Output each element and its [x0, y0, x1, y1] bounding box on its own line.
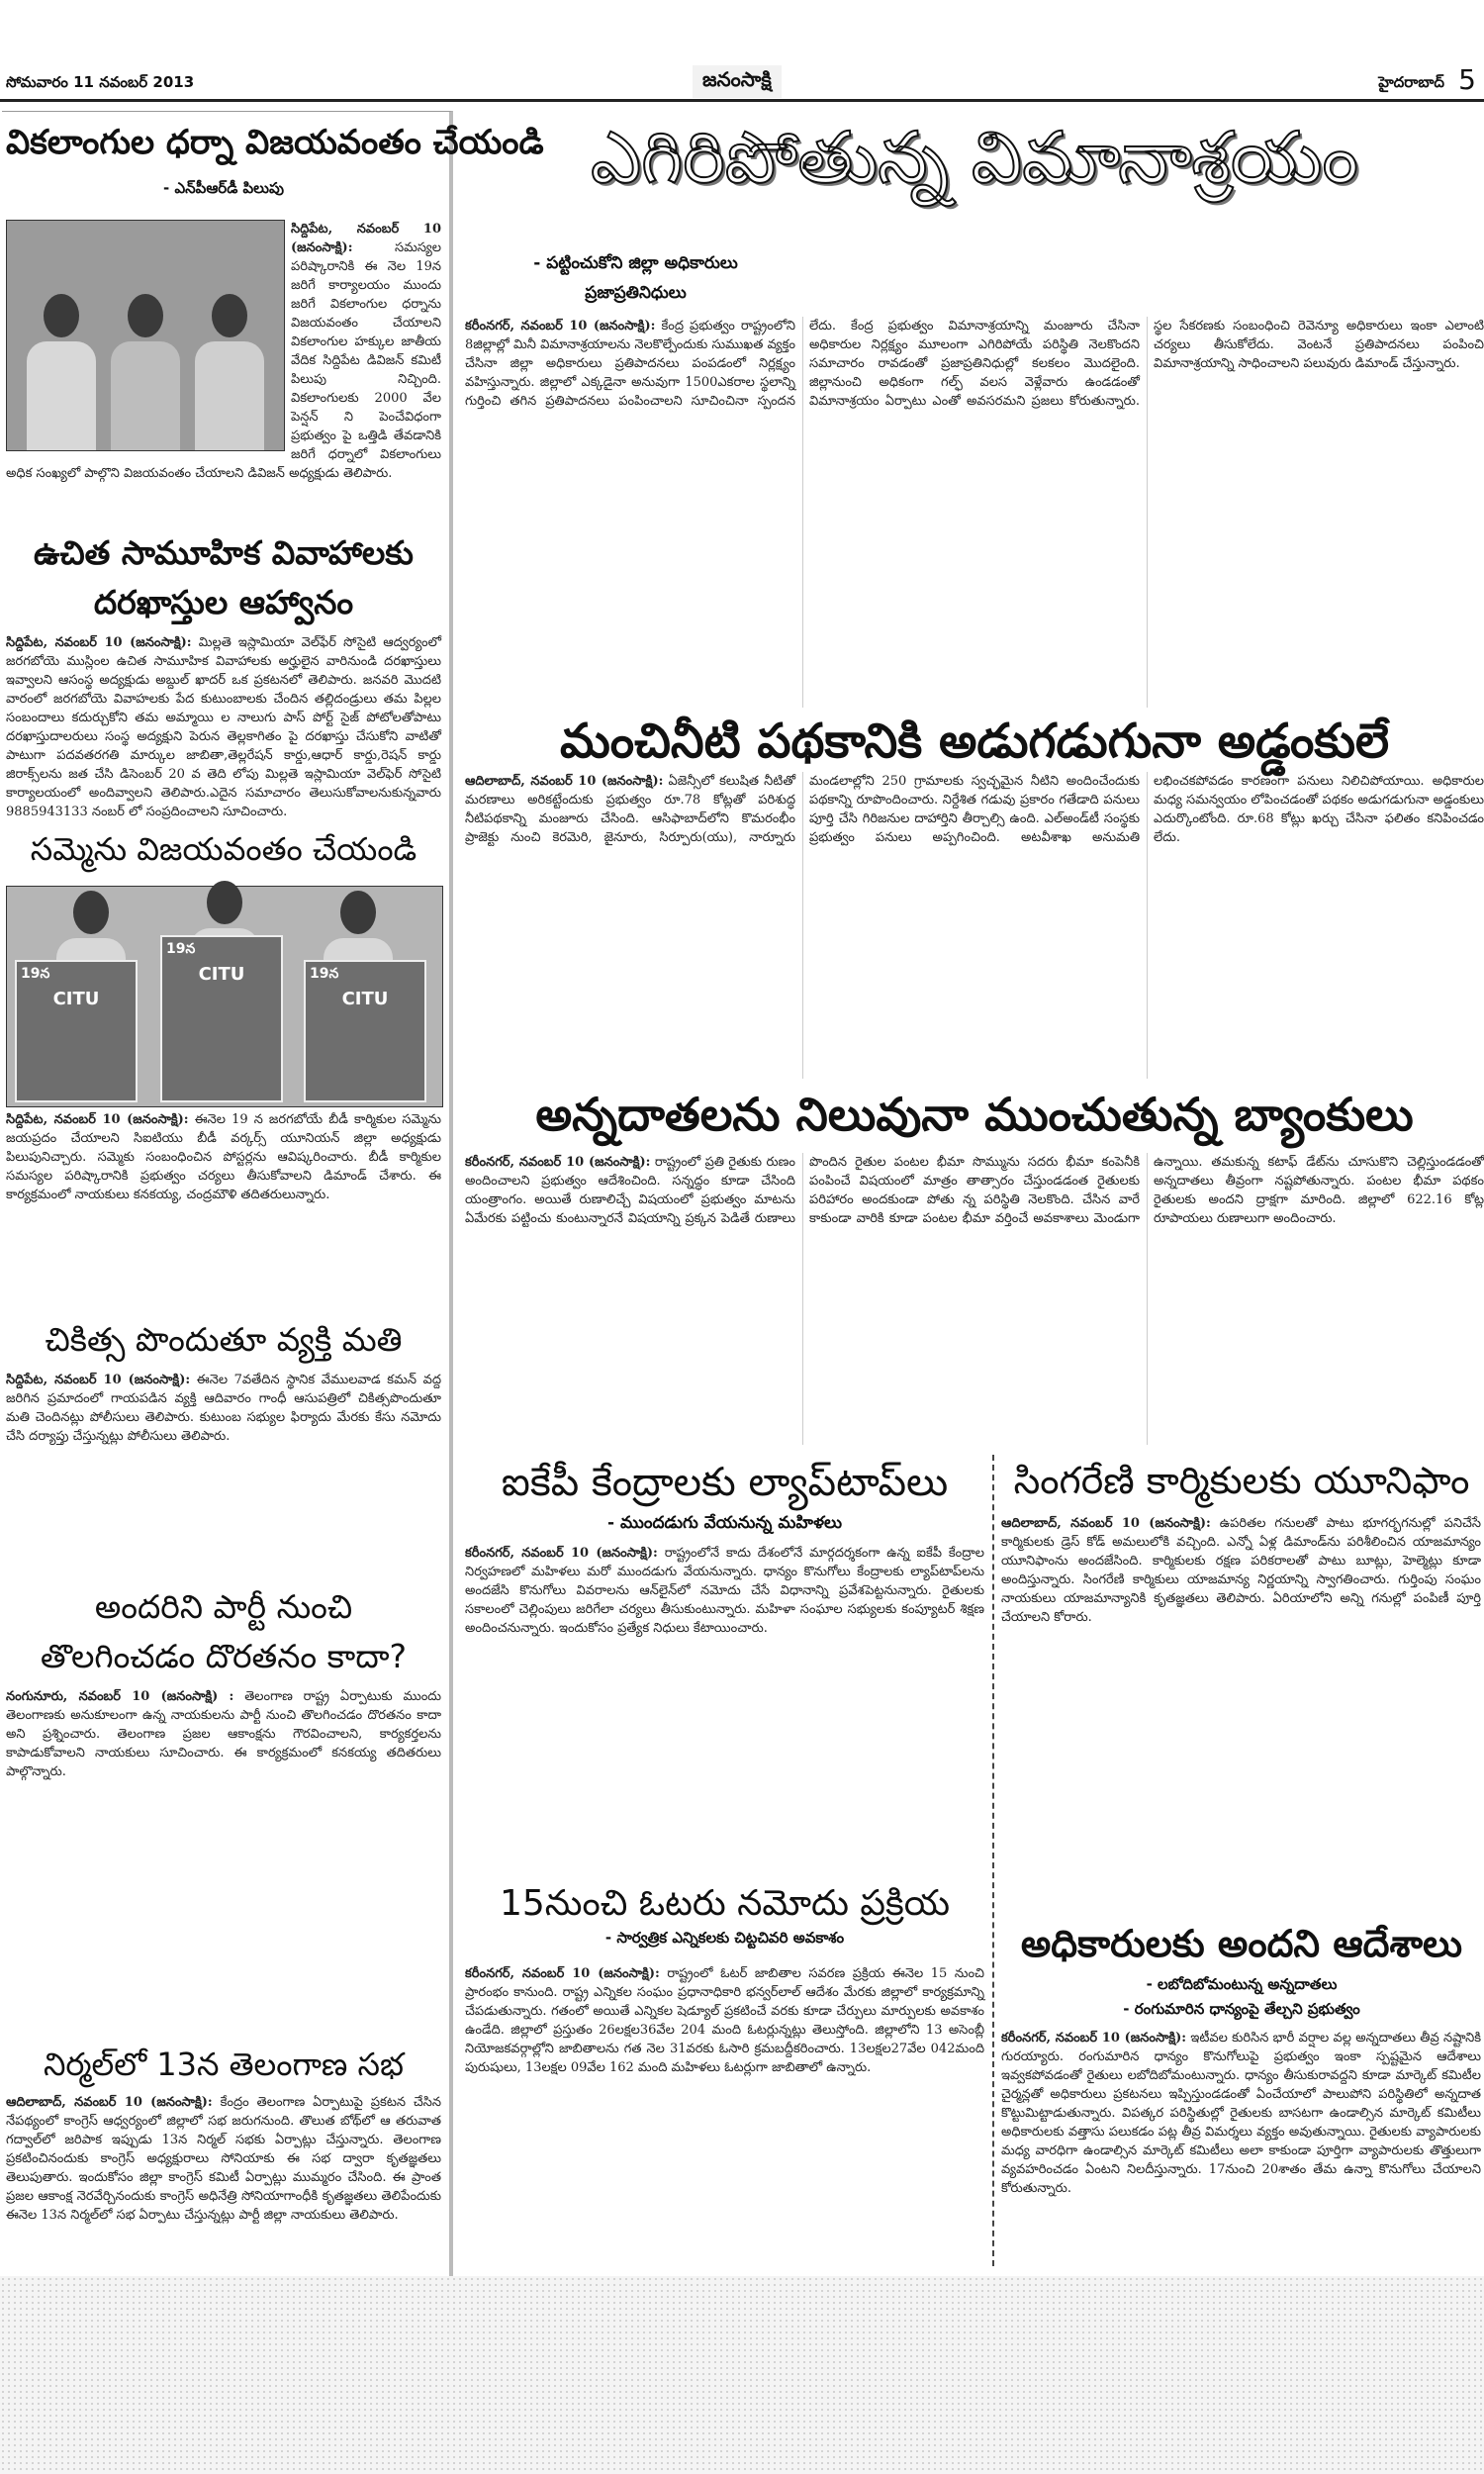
dateline: ఆదిలాబాద్, నవంబర్ 10 (జనంసాక్షి): [6, 2095, 213, 2110]
dateline: కరీంనగర్, నవంబర్ 10 (జనంసాక్షి): [465, 1546, 658, 1561]
dateline: కరీంనగర్, నవంబర్ 10 (జనంసాక్షి): [465, 1966, 660, 1981]
column-divider [992, 1455, 995, 2266]
newspaper-logo: జనంసాక్షి [693, 65, 782, 98]
article-body [6, 1687, 441, 2044]
citu-poster: 19న CITU [304, 960, 426, 1102]
edition-city: హైదరాబాద్ [1378, 73, 1444, 91]
article-headline: దరఖాస్తుల ఆహ్వానం [93, 583, 354, 621]
lead-body-top [816, 247, 1484, 317]
citu-poster: 19న CITU [15, 960, 138, 1102]
issue-date: సోమవారం 11 నవంబర్ 2013 [6, 73, 195, 91]
body-text: కేంద్రం తెలంగాణ ఏర్పాటుపై ప్రకటన చేసిన నేపథ్యంలో కాంగ్రెస్ ఆధ్వర్యంలో జిల్లాలో సభ జరుగనుంది. తొలుత బోథ్‌లో ఆ తరువాత గద్వాల్‌లో జరిపాక ఇప్పుడు 13న నిర్మల్ సభకు ఏర్పాట్లు చేస్తున్నారు. తెలంగాణ ప్రకటించినందుకు కాంగ్రెస్ అధ్యక్షురాలు సోనియాకు ఈ సభ ద్వారా కృతజ్ఞతలు తెలుపుతారు. ఇందుకోసం జిల్లా కాంగ్రెస్ కమిటీ ఏర్పాట్లు ముమ్మరం చేసింది. ఈ ప్రాంత ప్రజల ఆకాంక్ష నెరవేర్చినందుకు కాంగ్రెస్ అధినేత్రి సోనియాగాంధీకి కృతజ్ఞతలు తెలిపేందుకు ఈనెల 13న నిర్మల్‌లో సభ ఏర్పాటు చేస్తున్నట్లు పార్టీ జిల్లా నాయకులు తెలిపారు. [6, 2095, 442, 2223]
dateline: కరీంనగర్, నవంబర్ 10 (జనంసాక్షి): [465, 319, 656, 333]
article-body [6, 220, 441, 526]
dateline: కరీంనగర్, నవంబర్ 10 (జనంసాక్షి): [465, 1155, 651, 1170]
citu-poster: 19న CITU [160, 935, 283, 1102]
body-text: సమస్యల పరిష్కారానికి ఈ నెల 19న జరిగే కార్యాలయం ముందు జరిగే వికలాంగుల ధర్నాను విజయవంతం చేయాలని వికలాంగుల హక్కుల జాతీయ వేదిక సిద్దిపేట డివిజన్ కమిటీ పిలుపు నిచ్చింది. వికలాంగులకు 2000 వేల పెన్షన్ ని పెంచేవిధంగా ప్రభుత్వం పై ఒత్తిడి తేవడానికి జరిగే ధర్నాలో వికలాంగులు అధిక సంఖ్యలో పాల్గొని విజయవంతం చేయాలని డివిజన్ అధ్యక్షుడు తెలిపారు. [6, 240, 441, 481]
body-text: తెలంగాణ రాష్ట్ర ఏర్పాటుకు ముందు తెలంగాణకు అనుకూలంగా ఉన్న నాయకులను పార్టీ నుంచి తొలగించడం దొరతనం కాదా అని ప్రశ్నించారు. తెలంగాణ ప్రజల ఆకాంక్షను గౌరవించాలని, కార్యకర్తలను కాపాడుకోవాలని నాయకులు సూచించారు. ఈ కార్యక్రమంలో కనకయ్య తదితరులు పాల్గొన్నారు. [6, 1689, 441, 1779]
empty-background [0, 2276, 1484, 2474]
dateline: నంగునూరు, నవంబర్ 10 (జనంసాక్షి) : [6, 1689, 234, 1704]
article-body [6, 1110, 441, 1313]
article-subheadline: - ఎన్‌పీఆర్‌డీ పిలుపు [163, 179, 284, 197]
dateline: సిద్దిపేట, నవంబర్ 10 (జనంసాక్షి): [6, 1112, 189, 1127]
article-headline: నిర్మల్‌లో 13న తెలంగాణ సభ [43, 2046, 405, 2083]
body-text: ఈనెల 7వతేదిన స్థానిక వేములవాడ కమన్ వద్ద జరిగిన ప్రమాదంలో గాయపడిన వ్యక్తి ఆదివారం గాంధీ ఆసుపత్రిలో చికిత్సపొందుతూ మతి చెందినట్లు పోలీసులు తెలిపారు. కుటుంబ సభ్యుల ఫిర్యాదు మేరకు కేసు నమోదు చేసి దర్యాప్తు చేస్తున్నట్లు పోలీసులు తెలిపారు. [6, 1373, 441, 1444]
article-headline: అందరిని పార్టీ నుంచి [94, 1587, 353, 1626]
article-headline: అన్నదాతలను నిలువునా ముంచుతున్న బ్యాంకులు [535, 1088, 1414, 1141]
article-headline: ఉచిత సామూహిక వివాహాలకు [34, 533, 414, 572]
article-headline: ఐకేపీ కేంద్రాలకు ల్యాప్‌టాప్‌లు [501, 1460, 949, 1505]
article-headline: తొలగించడం దొరతనం కాదా? [40, 1637, 408, 1675]
lead-subheadline: ప్రజాప్రతినిధులు [585, 283, 687, 303]
body-text: ఏజెన్సీలో కలుషిత నీటితో మరణాలు అరికట్టేందుకు ప్రభుత్వం రూ.78 కోట్లతో పరిశుద్ధ నీటిపథకాన్ని మంజూరు చేసింది. ఆసిఫాబాద్‌లోని కొమరంభీం ప్రాజెక్టు నుంచి కెరమెరి, జైనూరు, సిర్పూరు(యు), నార్నూరు మండలాల్లోని 250 గ్రామాలకు స్వచ్ఛమైన నీటిని అందించేందుకు పథకాన్ని రూపొందించారు. నిర్దేశిత గడువు ప్రకారం గతేడాది పనులు పూర్తి చేసి గిరిజనుల దాహార్తిని తీర్చాల్సి ఉంది. ఎల్‌అండ్‌టీ సంస్థకు ప్రభుత్వం పనులు అప్పగించింది. అటవీశాఖ అనుమతి లభించకపోవడం కారణంగా పనులు నిలిచిపోయాయి. అధికారుల మధ్య సమన్వయం లోపించడంతో పథకం అడుగడుగునా అడ్డంకులు ఎదుర్కొంటోంది. రూ.68 కోట్లు ఖర్చు చేసినా ఫలితం కనిపించడం లేదు. [465, 774, 1484, 845]
dateline: ఆదిలాబాద్, నవంబర్ 10 (జనంసాక్షి): [1001, 1516, 1211, 1531]
article-subheadline: - ముందడుగు వేయనున్న మహిళలు [607, 1513, 842, 1533]
article-body [6, 1371, 441, 1573]
dateline: ఆదిలాబాద్, నవంబర్ 10 (జనంసాక్షి): [465, 774, 664, 789]
dateline: కరీంనగర్, నవంబర్ 10 (జనంసాక్షి): [1001, 2031, 1187, 2046]
article-headline: సింగరేణి కార్మికులకు యూనిఫాం [1013, 1459, 1470, 1502]
body-text: ఇటీవల కురిసిన భారీ వర్షాల వల్ల అన్నదాతలు తీవ్ర నష్టానికి గురయ్యారు. రంగుమారిన ధాన్యం కొనుగోలుపై ప్రభుత్వం ఇంకా స్పష్టమైన ఆదేశాలు ఇవ్వకపోవడంతో రైతులు లబోదిబోమంటున్నారు. ధాన్యం తీసుకురావద్దని కూడా మార్కెట్ కమిటీల చైర్మన్లతో అధికారులు ప్రకటనలు ఇప్పిస్తుండడంతో ఏంచేయాలో పాలుపోని పరిస్థితిలో అన్నదాత కొట్టుమిట్టాడుతున్నారు. విపత్కర పరిస్థితుల్లో రైతులకు బాసటగా ఉండాల్సిన మార్కెట్ కమిటీలు అధికారులకు వత్తాసు పలుకడం పట్ల తీవ్ర విమర్శలు వ్యక్తం అవుతున్నాయి. రైతులకు వ్యాపారులకు మధ్య వారధిగా ఉండాల్సిన మార్కెట్ కమిటీలు అలా కాకుండా పూర్తిగా వ్యాపారులకు తొత్తులుగా వ్యవహరించడం ఏంటని నిలదీస్తున్నారు. 17నుంచి 20శాతం తేమ ఉన్నా కొనుగోలు చేయాలని కోరుతున్నారు. [1001, 2031, 1482, 2196]
article-subheadline: - సార్వత్రిక ఎన్నికలకు చిట్టచివరి అవకాశం [604, 1929, 845, 1947]
article-subheadline: - రంగుమారిన ధాన్యంపై తేల్చని ప్రభుత్వం [1123, 2000, 1360, 2018]
article-body [465, 1153, 1484, 1445]
body-text: మిల్లతె ఇస్లామియా వెల్‌ఫేర్ సోసైటి ఆద్వర్యంలో జరగబోయె ముస్లింల ఉచిత సామూహిక వివాహాలకు అర్హులైన వారినుండి దరఖాస్తులు ఇవ్వాలని ఆసంస్థ అద్యక్షుడు అబ్దుల్ ఖాదర్ ఒక ప్రకటనలో తెలిపారు. జనవరి మొదటి వారంలో జరగబోయె వివాహలకు పేద కుటుంబాలకు చేందిన తల్లిదండ్రులు తమ పిల్లల సంబందాలు కదుర్చుకోని తమ అమ్మాయి ల నాలుగు పాస్ పోర్ట్ సైజ్ పోటోలతోపాటు దరఖాస్తుదాలరులు సంస్థ అద్యక్షుని పెరున తెల్లకాగితం పై దరఖాస్తు చేసుకోని వాటితో పాటుగా పదవతరగతి మార్కుల జాబితా,తెల్లరేషన్ కార్డు,ఆధార్ కార్డు,రెషన్ కార్డు జిరాక్స్‌లను జత చేసి డిసెంబర్ 20 వ తెది లోపు మిల్లతె ఇస్లామియా వెల్‌ఫెర్ సోసైటి కార్యాలయంలో అందివ్వాలని తెలిపారు.ఎదైన సమాచారం తెలుసుకోవాలనుకున్నవారు 9885943133 నంబర్ లో సంప్రదించాలని సూచించారు. [6, 635, 442, 819]
masthead [0, 61, 1484, 102]
article-body [1001, 2029, 1481, 2271]
article-body [465, 1964, 984, 2271]
body-text: ఉపరితల గనులతో పాటు భూగర్భగనుల్లో పనిచేసే కార్మికులకు డ్రెస్ కోడ్ అమలులోకి వచ్చింది. ఎన్నో ఏళ్ల డిమాండ్‌ను పరిశీలించిన యాజమాన్యం యూనిఫాంను అందజేసింది. కార్మికులకు రక్షణ పరికరాలతో పాటు బూట్లు, హెల్మెట్లు కూడా అందిస్తున్నారు. సింగరేణి కార్మికులు యాజమాన్య నిర్ణయాన్ని స్వాగతించారు. గుర్తింపు సంఘం నాయకులు యాజమాన్యానికి కృతజ్ఞతలు తెలిపారు. ఏరియాలోని అన్ని గనుల్లో పంపిణీ పూర్తి చేయాలని కోరారు. [1001, 1516, 1481, 1625]
article-body [6, 2093, 441, 2276]
body-text: రాష్ట్రంలోనే కాదు దేశంలోనే మార్గదర్శకంగా ఉన్న ఐకేపీ కేంద్రాల నిర్వహణలో మహిళలు మరో ముందడుగు వేయనున్నారు. ధాన్యం కొనుగోలు కేంద్రాలకు ల్యాప్‌టాప్‌లను అందజేసి కొనుగోలు వివరాలను ఆన్‌లైన్‌లో నమోదు చేసే విధానాన్ని ప్రవేశపెట్టనున్నారు. రైతులకు సకాలంలో చెల్లింపులు జరిగేలా చర్యలు తీసుకుంటున్నారు. మహిళా సంఘాల సభ్యులకు కంప్యూటర్ శిక్షణ అందించనున్నారు. ఇందుకోసం ప్రత్యేక నిధులు కేటాయించారు. [465, 1546, 985, 1636]
article-headline: చికిత్స పొందుతూ వ్యక్తి మతి [45, 1320, 403, 1359]
article-body [465, 772, 1484, 1079]
dateline: సిద్దిపేట, నవంబర్ 10 (జనంసాక్షి): [6, 635, 192, 650]
body-text: ఈనెల 19 న జరగబోయే బీడీ కార్మికుల సమ్మెను జయప్రదం చేయాలని సిఐటియు బీడీ వర్కర్స్ యూనియన్ జిల్లా అధ్యక్షుడు పిలుపునిచ్చారు. సమ్మెకు సంబంధించిన పోస్టర్లను ఆవిష్కరించారు. బీడీ కార్మికుల సమస్యల పరిష్కారానికి ప్రభుత్వం చర్యలు తీసుకోవాలని డిమాండ్ చేశారు. ఈ కార్యక్రమంలో నాయకులు కనకయ్య, చంద్రమౌళి తదితరులున్నారు. [6, 1112, 441, 1202]
article-body [465, 317, 1484, 708]
dateline: సిద్దిపేట, నవంబర్ 10 (జనంసాక్షి): [6, 1373, 191, 1387]
article-subheadline: - లబోదిబోమంటున్న అన్నదాతలు [1146, 1975, 1338, 1993]
article-headline: సమ్మెను విజయవంతం చేయండి [30, 830, 417, 868]
article-headline: అధికారులకు అందని ఆదేశాలు [1020, 1922, 1463, 1965]
body-text: రాష్ట్రంలో ప్రతి రైతుకు రుణం అందించాలని ప్రభుత్వం ఆదేశించింది. సన్నద్ధం కూడా చేసింది యంత్రాంగం. అయితే రుణాలిచ్చే విషయంలో ప్రభుత్వం మాటను ఏమేరకు పట్టించు కుంటున్నారనే విషయాన్ని ప్రక్కన పెడితే రుణాలు పొందిన రైతుల పంటల భీమా సొమ్మును సదరు భీమా కంపెనీకి పంపించే విషయంలో మాత్రం తాత్సారం చేస్తుండడంత రైతులకు పరిహారం అందకుండా పోతు న్న పరిస్థితి నెలకొంది. చేసిన వారే కాకుండా వారికి కూడా పంటల భీమా వర్తించే అవకాశాలు మెండుగా ఉన్నాయి. తమకున్న కటాఫ్ డేట్‌ను చూసుకొని చెల్లిస్తుండడంతో అన్నదాతలు తీవ్రంగా నష్టపోతున్నారు. పంటల భీమా పథకం రైతులకు అందని ద్రాక్షగా మారింది. జిల్లాలో 622.16 కోట్ల రూపాయలు రుణాలుగా అందించారు. [465, 1155, 1484, 1226]
page-number: 5 [1458, 63, 1476, 96]
article-headline: వికలాంగుల ధర్నా విజయవంతం చేయండి [6, 123, 544, 162]
article-headline: 15నుంచి ఓటరు నమోదు ప్రక్రియ [499, 1883, 951, 1924]
news-photo [6, 886, 443, 1107]
dateline: సిద్దిపేట, నవంబర్ 10 (జనంసాక్షి): [291, 222, 441, 255]
article-body [1001, 1514, 1481, 1915]
body-text: రాష్ట్రంలో ఓటర్ జాబితాల సవరణ ప్రక్రియ ఈనెల 15 నుంచి ప్రారంభం కానుంది. రాష్ట్ర ఎన్నికల సంఘం ప్రధానాధికారి భన్వర్‌లాల్ ఆదేశం మేరకు జిల్లాలో కార్యక్రమాన్ని చేపడుతున్నారు. గతంలో అయితే ఎన్నికల షెడ్యూల్ ప్రకటించే వరకు కూడా చేర్పులు మార్పులకు అవకాశం ఉండేది. జిల్లాలో ప్రస్తుతం 26లక్షల36వేల 204 మంది ఓటర్లున్నట్లు తెలుస్తోంది. జిల్లాలోని 13 అసెంబ్లీ నియోజకవర్గాల్లోని జాబితాలను గత నెల 31వరకు ఓసారి క్రమబద్దీకరించారు. 13లక్షల27వేల 042మంది పురుషులు, 13లక్షల 09వేల 162 మంది మహిళలు ఓటర్లుగా జాబితాలో ఉన్నారు. [465, 1966, 984, 2075]
body-text: కేంద్ర ప్రభుత్వం రాష్ట్రంలోని 8జిల్లాల్లో మినీ విమానాశ్రయాలను నెలకొల్పేందుకు సుముఖత వ్యక్తం చేసినా జిల్లా అధికారులు ప్రతిపాదనలు పంపడంలో నిర్లక్ష్యం వహిస్తున్నారు. జిల్లాలో ఎక్కడైనా అనువుగా 1500ఎకరాల స్థలాన్ని గుర్తించి తగిన ప్రతిపాదనలు పంపించాలని సూచించినా స్పందన లేదు. కేంద్ర ప్రభుత్వం విమానాశ్రయాన్ని మంజూరు చేసినా అధికారుల నిర్లక్ష్యం మూలంగా ఎగిరిపోయే పరిస్థితి నెలకొందని సమాచారం రావడంతో ప్రజాప్రతినిధుల్లో కలకలం మొదలైంది. జిల్లానుంచి అధికంగా గల్ఫ్ వలస వెళ్లేవారు ఉండడంతో విమానాశ్రయం ఏర్పాటు ఎంతో అవసరమని ప్రజలు కోరుతున్నారు. స్థల సేకరణకు సంబంధించి రెవెన్యూ అధికారులు ఇంకా ఎలాంటి చర్యలు తీసుకోలేదు. వెంటనే ప్రతిపాదనలు పంపించి విమానాశ్రయాన్ని సాధించాలని పలువురు డిమాండ్ చేస్తున్నారు. [465, 319, 1484, 409]
article-headline: మంచినీటి పథకానికి అడుగడుగునా అడ్డంకులే [559, 714, 1389, 769]
lead-headline: ఎగిరిపోతున్న విమానాశ్రయం [591, 116, 1358, 199]
lead-subheadline: - పట్టించుకోని జిల్లా అధికారులు [533, 253, 738, 273]
article-body [6, 633, 441, 826]
article-body [465, 1544, 984, 1875]
